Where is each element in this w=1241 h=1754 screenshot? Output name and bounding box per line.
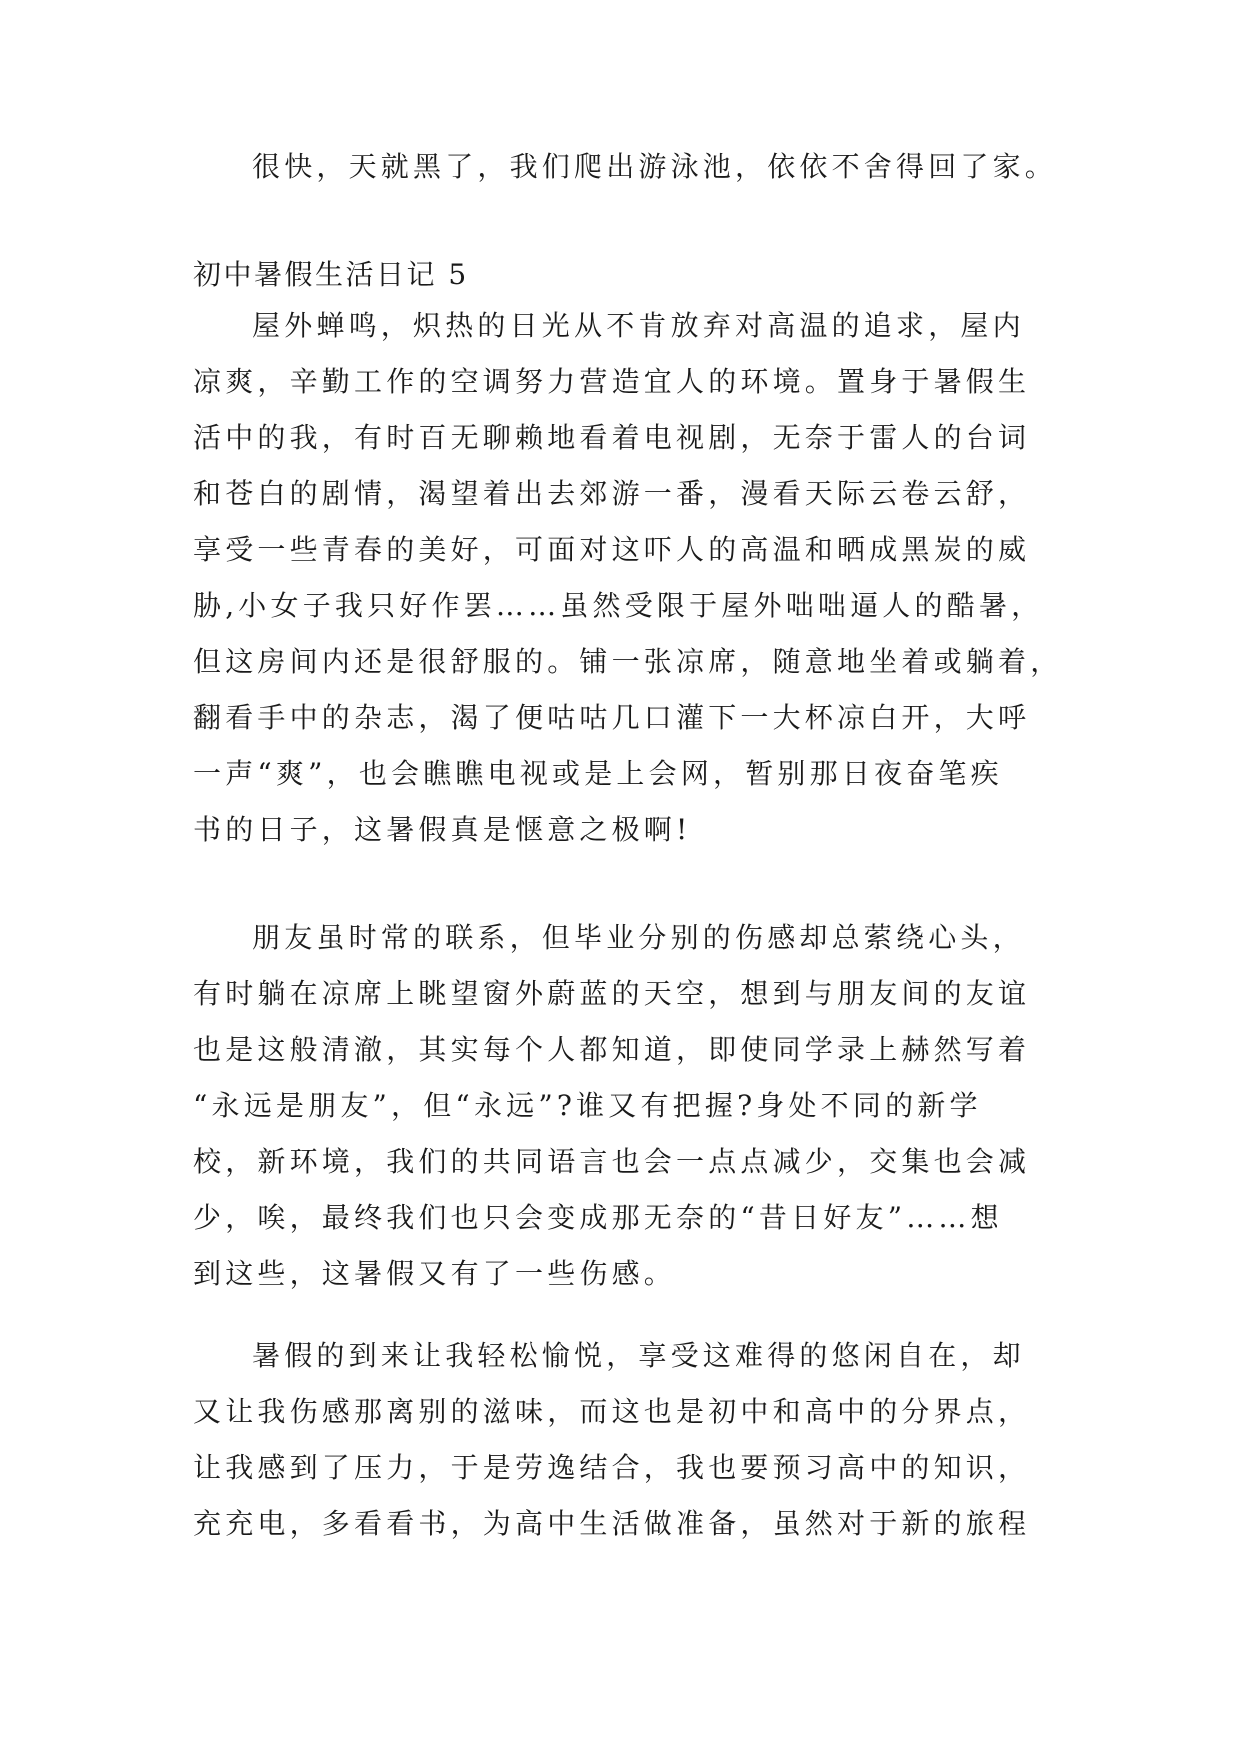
- paragraph-line: 和苍白的剧情，渴望着出去郊游一番，漫看天际云卷云舒，: [193, 477, 1031, 510]
- paragraph-line: 翻看手中的杂志，渴了便咕咕几口灌下一大杯凉白开，大呼: [193, 701, 1031, 734]
- paragraph-line: 校，新环境，我们的共同语言也会一点点减少，交集也会减: [193, 1145, 1031, 1178]
- paragraph-line: 让我感到了压力，于是劳逸结合，我也要预习高中的知识，: [193, 1451, 1031, 1484]
- paragraph-line: 朋友虽时常的联系，但毕业分别的伤感却总萦绕心头，: [252, 921, 1025, 954]
- paragraph-line: 到这些，这暑假又有了一些伤感。: [193, 1257, 677, 1290]
- paragraph-line: 少，唉，最终我们也只会变成那无奈的“昔日好友”……想: [193, 1201, 1003, 1234]
- paragraph-line: 活中的我，有时百无聊赖地看着电视剧，无奈于雷人的台词: [193, 421, 1031, 454]
- paragraph-line: 胁,小女子我只好作罢……虽然受限于屋外咄咄逼人的酷暑，: [193, 589, 1044, 622]
- section-title: 初中暑假生活日记 5: [193, 258, 469, 291]
- paragraph-line: 暑假的到来让我轻松愉悦，享受这难得的悠闲自在，却: [252, 1339, 1025, 1372]
- paragraph-line: 享受一些青春的美好，可面对这吓人的高温和晒成黑炭的威: [193, 533, 1031, 566]
- paragraph-line: 屋外蝉鸣，炽热的日光从不肯放弃对高温的追求，屋内: [252, 309, 1025, 342]
- paragraph-line: 充充电，多看看书，为高中生活做准备，虽然对于新的旅程: [193, 1507, 1031, 1540]
- intro-line: 很快，天就黑了，我们爬出游泳池，依依不舍得回了家。: [252, 150, 1058, 183]
- paragraph-line: 也是这般清澈，其实每个人都知道，即使同学录上赫然写着: [193, 1033, 1031, 1066]
- paragraph-line: 一声“爽”，也会瞧瞧电视或是上会网，暂别那日夜奋笔疾: [193, 757, 1003, 790]
- paragraph-line: 书的日子，这暑假真是惬意之极啊!: [193, 813, 692, 846]
- paragraph-line: “永远是朋友”，但“永远”?谁又有把握?身处不同的新学: [193, 1089, 982, 1122]
- paragraph-line: 又让我伤感那离别的滋味，而这也是初中和高中的分界点，: [193, 1395, 1031, 1428]
- paragraph-line: 有时躺在凉席上眺望窗外蔚蓝的天空，想到与朋友间的友谊: [193, 977, 1031, 1010]
- paragraph-line: 凉爽，辛勤工作的空调努力营造宜人的环境。置身于暑假生: [193, 365, 1031, 398]
- paragraph-line: 但这房间内还是很舒服的。铺一张凉席，随意地坐着或躺着，: [193, 645, 1063, 678]
